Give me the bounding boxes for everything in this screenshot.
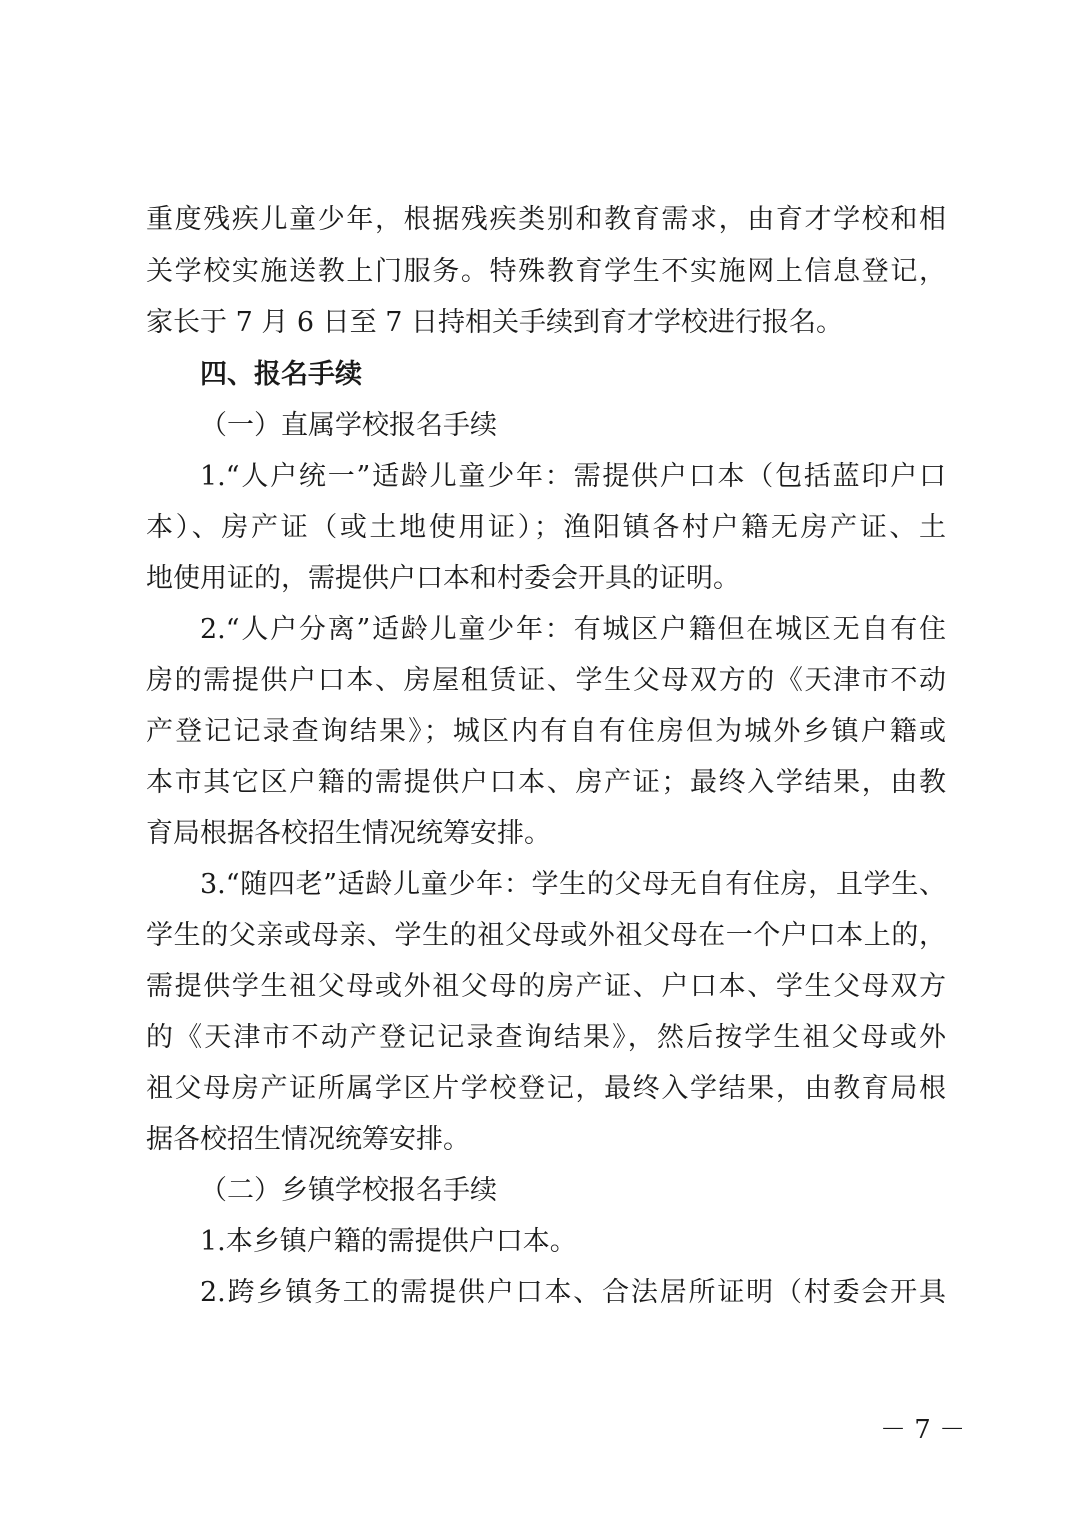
paragraph-line: 本市其它区户籍的需提供户口本、房产证；最终入学结果，由教 — [146, 767, 946, 798]
paragraph-line: 祖父母房产证所属学区片学校登记，最终入学结果，由教育局根 — [146, 1073, 946, 1104]
section-heading: 四、报名手续 — [200, 359, 362, 390]
paragraph-line: 2.跨乡镇务工的需提供户口本、合法居所证明（村委会开具 — [200, 1277, 946, 1308]
paragraph-line: 家长于 7 月 6 日至 7 日持相关手续到育才学校进行报名。 — [146, 307, 844, 338]
paragraph-line: 地使用证的，需提供户口本和村委会开具的证明。 — [146, 563, 740, 594]
paragraph-line: 1.“人户统一”适龄儿童少年：需提供户口本（包括蓝印户口 — [200, 461, 946, 492]
paragraph-line: 据各校招生情况统筹安排。 — [146, 1124, 470, 1155]
subsection-heading: （一）直属学校报名手续 — [200, 410, 497, 441]
paragraph-line: 学生的父亲或母亲、学生的祖父母或外祖父母在一个户口本上的， — [146, 920, 946, 951]
paragraph-line: 1.本乡镇户籍的需提供户口本。 — [200, 1226, 577, 1257]
paragraph-line: 重度残疾儿童少年，根据残疾类别和教育需求，由育才学校和相 — [146, 204, 946, 235]
paragraph-line: 3.“随四老”适龄儿童少年：学生的父母无自有住房，且学生、 — [200, 869, 946, 900]
paragraph-line: 2.“人户分离”适龄儿童少年：有城区户籍但在城区无自有住 — [200, 614, 946, 645]
paragraph-line: 需提供学生祖父母或外祖父母的房产证、户口本、学生父母双方 — [146, 971, 946, 1002]
paragraph-line: 房的需提供户口本、房屋租赁证、学生父母双方的《天津市不动 — [146, 665, 946, 696]
paragraph-line: 关学校实施送教上门服务。特殊教育学生不实施网上信息登记， — [146, 256, 946, 287]
paragraph-line: 本）、房产证（或土地使用证）；渔阳镇各村户籍无房产证、土 — [146, 512, 946, 543]
paragraph-line: 育局根据各校招生情况统筹安排。 — [146, 818, 551, 849]
page-number: － 7 － — [880, 1415, 966, 1445]
subsection-heading: （二）乡镇学校报名手续 — [200, 1175, 497, 1206]
paragraph-line: 的《天津市不动产登记记录查询结果》，然后按学生祖父母或外 — [146, 1022, 946, 1053]
paragraph-line: 产登记记录查询结果》；城区内有自有住房但为城外乡镇户籍或 — [146, 716, 946, 747]
